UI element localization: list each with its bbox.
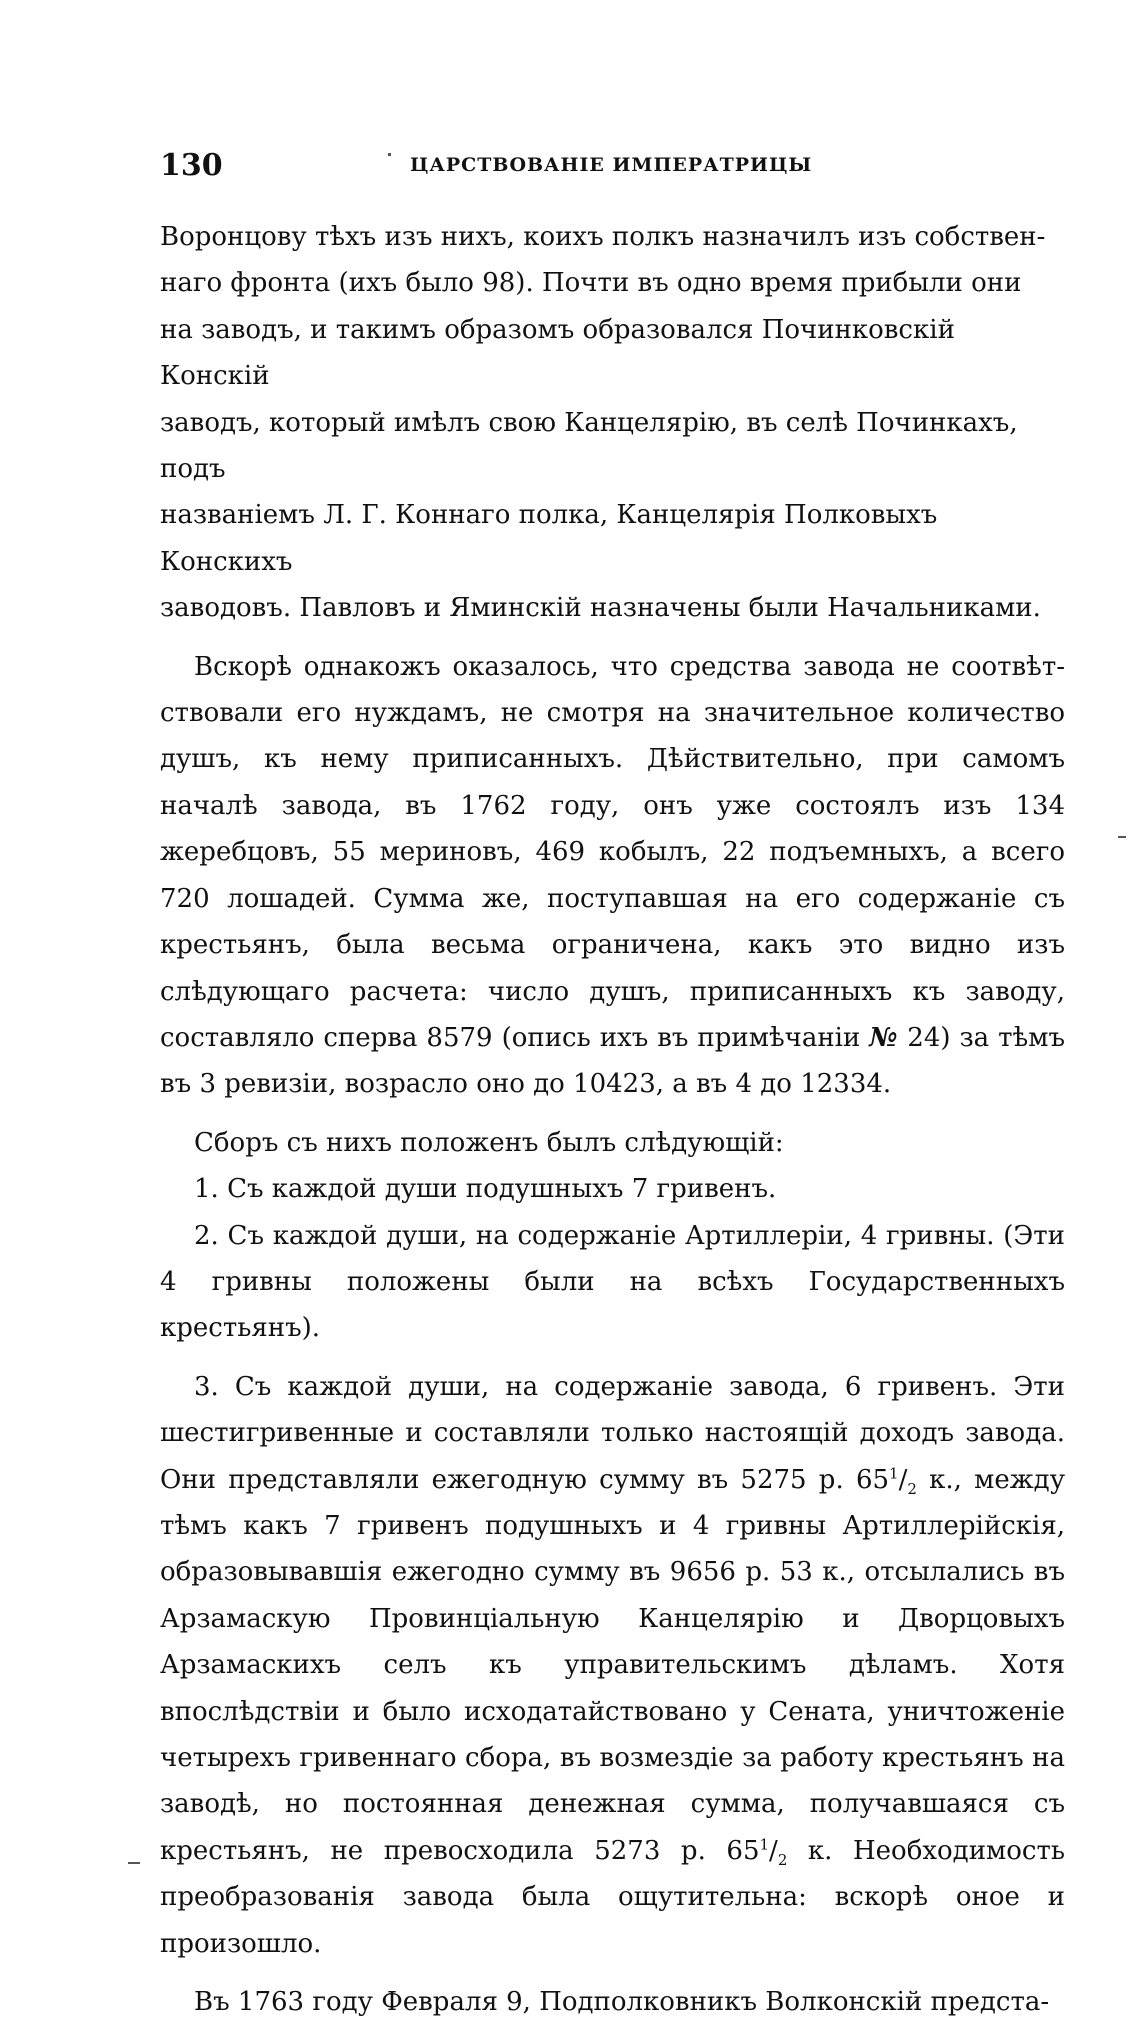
fraction-2-separator: /: [769, 1835, 778, 1866]
scan-speck: [388, 153, 391, 156]
paragraph-6: [160, 1364, 1065, 1967]
paragraph-1-line-6: заводовъ. Павловъ и Яминскій назначены были Начальниками.: [160, 593, 1041, 624]
paragraph-6-text-c: к. Необходимость преобразованія завода была ощутительна: вскорѣ оное и произошло.: [160, 1835, 1065, 1959]
scan-speck: [128, 1862, 140, 1864]
page-header: [160, 148, 1060, 188]
paragraph-6-text-b: к., между тѣмъ какъ 7 гривенъ подушныхъ и 4 гривны Артиллерійскія, образовывавшія ежегодно сумму въ 9656 р. 53 к., отсылались въ Арзамаскую Провинціальную Канцелярію и Дворцовыхъ Арзамаскихъ селъ къ управительскимъ дѣламъ. Хотя впослѣдствіи и было исходатайствовано у Сената, уничтоженіе четырехъ гривеннаго сбора, въ возмездіе за работу крестьянъ на заводѣ, но постоянная денежная сумма, получавшаяся съ крестьянъ, не превосходила 5273 р. 65: [160, 1464, 1065, 1866]
fraction-2-denominator: 2: [777, 1851, 788, 1869]
numero-sign: №: [869, 1022, 899, 1053]
paragraph-1-line-2: наго фронта (ихъ было 98). Почти въ одно время прибыли они: [160, 268, 1022, 299]
paragraph-1-line-1: Воронцову тѣхъ изъ нихъ, коихъ полкъ назначилъ изъ собствен-: [160, 222, 1046, 252]
paragraph-2-text-a: Вскорѣ однакожъ оказалось, что средства завода не соотвѣт-ствовали его нуждамъ, не смотря на значительное количество душъ, къ нему приписанныхъ. Дѣйствительно, при самомъ началѣ завода, въ 1762 году, онъ уже состоялъ изъ 134 жеребцовъ, 55 мериновъ, 469 кобылъ, 22 подъемныхъ, а всего 720 лошадей. Сумма же, поступавшая на его содержаніе съ крестьянъ, была весьма ограничена, какъ это видно изъ слѣдующаго расчета: число душъ, приписанныхъ къ заводу, составляло сперва 8579 (опись ихъ въ примѣчаніи: [160, 651, 1065, 1053]
paragraph-1-line-3: на заводъ, и такимъ образомъ образовался Починковскій Конскій: [160, 314, 955, 392]
fraction-1-separator: /: [898, 1464, 908, 1495]
page-number: 130: [160, 148, 223, 183]
paragraph-2-text-b: 24) за тѣмъ въ 3 ревизіи, возрасло оно до 10423, а въ 4 до 12334.: [160, 1022, 1065, 1100]
paragraph-6-text-a: 3. Съ каждой души, на содержаніе завода, 6 гривенъ. Эти шестигривенные и составляли только настоящій доходъ завода. Они представляли ежегодную сумму въ 5275 р. 65: [160, 1371, 1065, 1495]
running-title: ЦАРСТВОВАНІЕ ИМПЕРАТРИЦЫ: [410, 154, 813, 176]
fraction-2-numerator: 1: [759, 1835, 770, 1854]
paragraph-4: 1. Съ каждой души подушныхъ 7 гривенъ.: [194, 1174, 777, 1205]
scan-speck: [1118, 836, 1126, 838]
paragraph-1: [160, 214, 1065, 632]
paragraph-5: 2. Съ каждой души, на содержаніе Артиллеріи, 4 гривны. (Эти 4 гривны положены были на всѣхъ Государственныхъ крестьянъ).: [160, 1220, 1065, 1344]
paragraph-2: [160, 644, 1065, 1108]
fraction-1-denominator: 2: [907, 1479, 917, 1498]
body-text: [160, 214, 1065, 2025]
fraction-1-numerator: 1: [889, 1463, 899, 1482]
paragraph-7: Въ 1763 году Февраля 9, Подполковникъ Волконскій предста-: [194, 1987, 1050, 2018]
paragraph-1-line-4: заводъ, который имѣлъ свою Канцелярію, въ селѣ Починкахъ, подъ: [160, 407, 1018, 485]
paragraph-3: Сборъ съ нихъ положенъ былъ слѣдующій:: [194, 1127, 784, 1158]
paragraph-1-line-5: названіемъ Л. Г. Коннаго полка, Канцелярія Полковыхъ Конскихъ: [160, 500, 938, 577]
